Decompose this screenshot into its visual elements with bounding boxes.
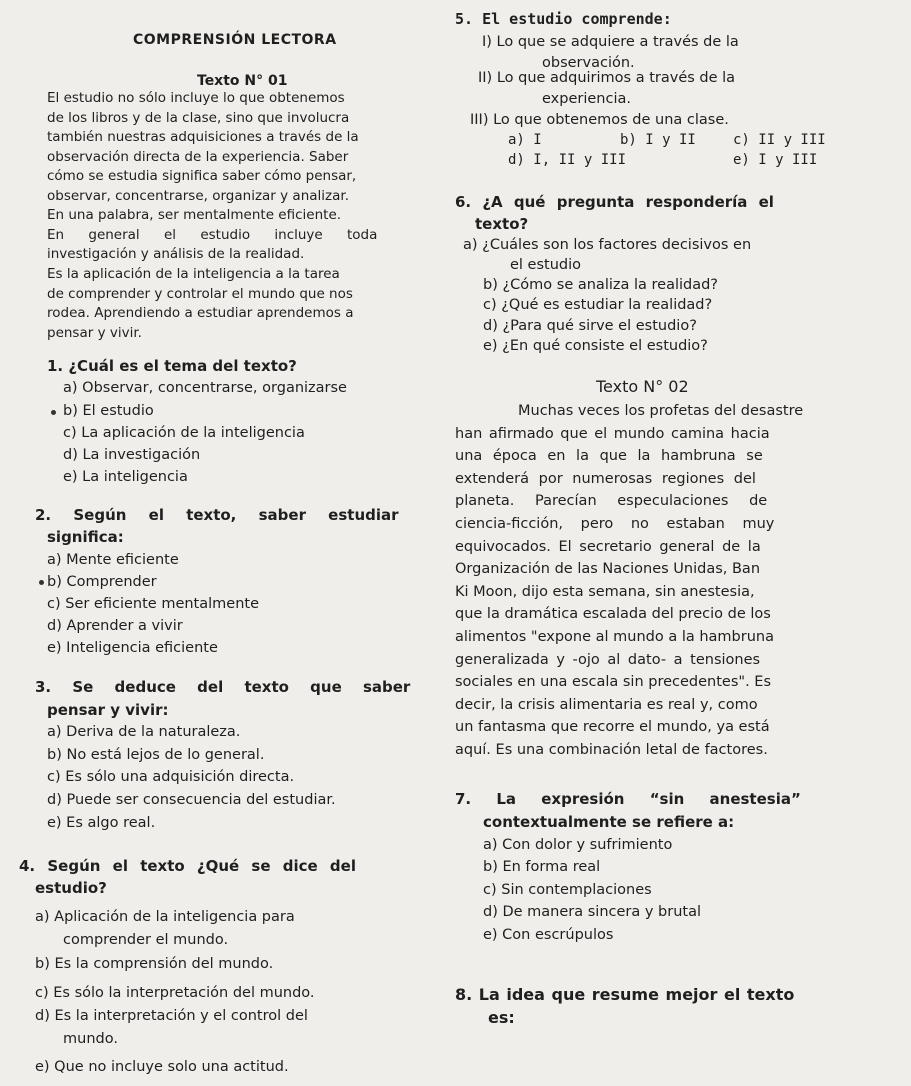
passage-line: aquí. Es una combinación letal de factores. (455, 742, 768, 758)
q2-option-e[interactable]: e) Inteligencia eficiente (47, 640, 218, 656)
q4-option-d-cont: mundo. (63, 1031, 118, 1047)
q5-statement-2-cont: experiencia. (542, 91, 631, 107)
question-5: 5. El estudio comprende: (455, 10, 672, 28)
passage-line: rodea. Aprendiendo a estudiar aprendemos a (47, 305, 354, 321)
q5-statement-2: II) Lo que adquirimos a través de la (478, 70, 736, 86)
q5-option-d[interactable]: d) I, II y III (508, 152, 627, 168)
passage-line: Muchas veces los profetas del desastre (518, 403, 804, 419)
question-4-cont: estudio? (35, 879, 107, 897)
page-title: COMPRENSIÓN LECTORA (133, 32, 337, 48)
q5-option-c[interactable]: c) II y III (733, 132, 826, 148)
question-8-cont: es: (488, 1008, 515, 1027)
q3-option-a[interactable]: a) Deriva de la naturaleza. (47, 724, 241, 740)
passage-line: extenderá por numerosas regiones del (455, 471, 756, 487)
q7-option-c[interactable]: c) Sin contemplaciones (483, 882, 652, 898)
q7-option-e[interactable]: e) Con escrúpulos (483, 927, 614, 943)
passage-line: Es la aplicación de la inteligencia a la tarea (47, 266, 340, 282)
passage-line: planeta. Parecían especulaciones de (455, 493, 768, 509)
q5-statement-1-cont: observación. (542, 55, 635, 71)
q1-option-a[interactable]: a) Observar, concentrarse, organizarse (63, 380, 347, 396)
passage-line: decir, la crisis alimentaria es real y, como (455, 697, 758, 713)
q7-option-a[interactable]: a) Con dolor y sufrimiento (483, 837, 673, 853)
passage-line: una época en la que la hambruna se (455, 448, 763, 464)
passage-line: observación directa de la experiencia. Saber (47, 149, 349, 165)
q4-option-c[interactable]: c) Es sólo la interpretación del mundo. (35, 985, 315, 1001)
texto2-heading: Texto N° 02 (596, 377, 689, 396)
q5-option-e[interactable]: e) I y III (733, 152, 818, 168)
q4-option-a[interactable]: a) Aplicación de la inteligencia para (35, 909, 295, 925)
passage-line: pensar y vivir. (47, 325, 142, 341)
q6-option-a-cont: el estudio (510, 257, 582, 273)
passage-line: El estudio no sólo incluye lo que obtenemos (47, 90, 345, 106)
q2-option-b[interactable]: b) Comprender (47, 574, 157, 590)
question-2-cont: significa: (47, 528, 124, 546)
q5-option-a[interactable]: a) I (508, 132, 542, 148)
passage-line: alimentos "expone al mundo a la hambruna (455, 629, 774, 645)
passage-line: de los libros y de la clase, sino que involucra (47, 110, 350, 126)
passage-line: de comprender y controlar el mundo que nos (47, 286, 353, 302)
answer-mark (39, 580, 44, 585)
q1-option-c[interactable]: c) La aplicación de la inteligencia (63, 425, 305, 441)
passage-line: ciencia-ficción, pero no estaban muy (455, 516, 775, 532)
passage-line: sociales en una escala sin precedentes". Es (455, 674, 771, 690)
q3-option-e[interactable]: e) Es algo real. (47, 815, 156, 831)
q4-option-b[interactable]: b) Es la comprensión del mundo. (35, 956, 274, 972)
passage-line: Ki Moon, dijo esta semana, sin anestesia, (455, 584, 755, 600)
question-1: 1. ¿Cuál es el tema del texto? (47, 357, 297, 375)
q4-option-d[interactable]: d) Es la interpretación y el control del (35, 1008, 308, 1024)
question-2: 2. Según el texto, saber estudiar (35, 506, 399, 524)
question-7: 7. La expresión “sin anestesia” (455, 790, 801, 808)
q1-option-b[interactable]: b) El estudio (63, 403, 154, 419)
passage-line: En general el estudio incluye toda (47, 227, 378, 243)
q2-option-d[interactable]: d) Aprender a vivir (47, 618, 183, 634)
question-3-cont: pensar y vivir: (47, 701, 169, 719)
q6-option-d[interactable]: d) ¿Para qué sirve el estudio? (483, 318, 697, 334)
passage-line: también nuestras adquisiciones a través de la (47, 129, 359, 145)
answer-mark (51, 410, 56, 415)
passage-line: investigación y análisis de la realidad. (47, 246, 305, 262)
q1-option-d[interactable]: d) La investigación (63, 447, 201, 463)
passage-line: En una palabra, ser mentalmente eficiente. (47, 207, 342, 223)
q2-option-c[interactable]: c) Ser eficiente mentalmente (47, 596, 259, 612)
q6-option-c[interactable]: c) ¿Qué es estudiar la realidad? (483, 297, 713, 313)
passage-line: cómo se estudia significa saber cómo pensar, (47, 168, 357, 184)
passage-line: un fantasma que recorre el mundo, ya está (455, 719, 770, 735)
q7-option-b[interactable]: b) En forma real (483, 859, 601, 875)
q2-option-a[interactable]: a) Mente eficiente (47, 552, 179, 568)
q4-option-a-cont: comprender el mundo. (63, 932, 229, 948)
question-6-cont: texto? (475, 215, 529, 233)
passage-line: que la dramática escalada del precio de los (455, 606, 771, 622)
q1-option-e[interactable]: e) La inteligencia (63, 469, 188, 485)
passage-line: observar, concentrarse, organizar y analizar. (47, 188, 349, 204)
q4-option-e[interactable]: e) Que no incluye solo una actitud. (35, 1059, 289, 1075)
q6-option-e[interactable]: e) ¿En qué consiste el estudio? (483, 338, 708, 354)
q6-option-a[interactable]: a) ¿Cuáles son los factores decisivos en (463, 237, 752, 253)
question-8: 8. La idea que resume mejor el texto (455, 985, 795, 1004)
q5-option-b[interactable]: b) I y II (620, 132, 696, 148)
question-3: 3. Se deduce del texto que saber (35, 678, 411, 696)
passage-line: equivocados. El secretario general de la (455, 539, 761, 555)
q5-statement-3: III) Lo que obtenemos de una clase. (470, 112, 729, 128)
question-4: 4. Según el texto ¿Qué se dice del (19, 857, 356, 875)
q3-option-d[interactable]: d) Puede ser consecuencia del estudiar. (47, 792, 336, 808)
passage-line: Organización de las Naciones Unidas, Ban (455, 561, 761, 577)
q5-statement-1: I) Lo que se adquiere a través de la (482, 34, 739, 50)
q6-option-b[interactable]: b) ¿Cómo se analiza la realidad? (483, 277, 718, 293)
texto1-heading: Texto N° 01 (197, 73, 288, 89)
q3-option-c[interactable]: c) Es sólo una adquisición directa. (47, 769, 295, 785)
passage-line: han afirmado que el mundo camina hacia (455, 426, 770, 442)
q7-option-d[interactable]: d) De manera sincera y brutal (483, 904, 702, 920)
q3-option-b[interactable]: b) No está lejos de lo general. (47, 747, 265, 763)
question-6: 6. ¿A qué pregunta respondería el (455, 193, 774, 211)
passage-line: generalizada y -ojo al dato- a tensiones (455, 652, 761, 668)
question-7-cont: contextualmente se refiere a: (483, 813, 735, 831)
